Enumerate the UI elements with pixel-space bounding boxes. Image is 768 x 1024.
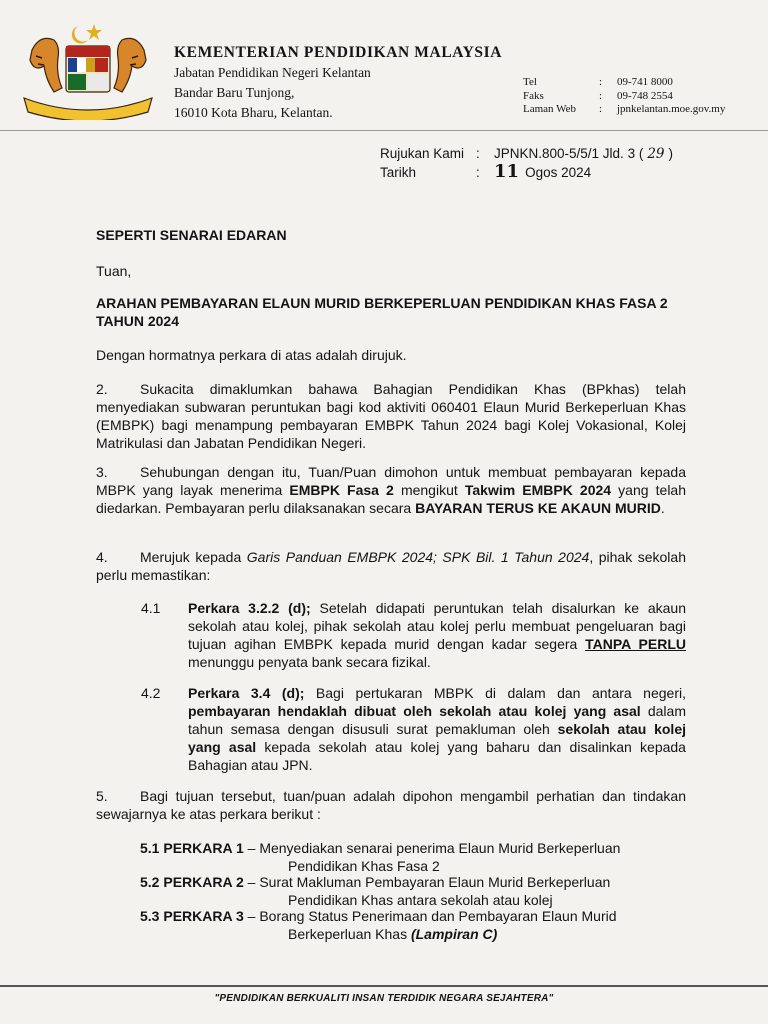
perkara-text: – Surat Makluman Pembayaran Elaun Murid Berkeperluan — [243, 874, 611, 890]
coat-of-arms-icon — [14, 20, 162, 120]
contact-row-fax — [523, 90, 725, 104]
contact-label: Laman Web — [523, 103, 576, 115]
paragraph-4 — [96, 548, 686, 584]
footer-motto: "PENDIDIKAN BERKUALITI INSAN TERDIDIK NEGARA SEJAHTERA" — [214, 993, 554, 1004]
paragraph-number: 4. — [96, 549, 108, 565]
reference-value: JPNKN.800-5/5/1 Jld. 3 ( — [494, 146, 644, 161]
paragraph-text: Merujuk kepada — [140, 549, 247, 565]
perkara-text: – Menyediakan senarai penerima Elaun Murid Berkeperluan — [243, 840, 621, 856]
paragraph-emphasis: EMBPK Fasa 2 — [289, 482, 394, 498]
perkara-label: 5.3 PERKARA 3 — [140, 908, 244, 924]
reference-colon: : — [476, 146, 480, 161]
address-line-1: Bandar Baru Tunjong, — [174, 85, 295, 100]
paragraph-text: Bagi tujuan tersebut, tuan/puan adalah dipohon mengambil perhatian dan tindakan sewajarnya ke atas perkara berikut : — [96, 788, 686, 822]
perkara-text-cont: Berkeperluan Khas — [288, 926, 411, 942]
subparagraph-heading: Perkara 3.2.2 (d); — [188, 600, 311, 616]
perkara-item-3 — [140, 907, 617, 943]
perkara-item-1 — [140, 839, 620, 875]
paragraph-text: yang telah diedarkan. Pembayaran perlu dilaksanakan secara — [96, 482, 686, 516]
perkara-attachment-note: (Lampiran C) — [410, 926, 498, 942]
contact-value: 09-748 2554 — [617, 89, 673, 102]
subparagraph-text — [188, 599, 686, 671]
subparagraph-body: Setelah didapati peruntukan telah disalurkan ke akaun sekolah atau kolej, pihak sekolah atau kolej perlu membuat pengeluaran bagi tujuan agihan EMBPK kepada murid dengan kadar segera — [188, 600, 686, 652]
contact-row-web — [523, 103, 725, 117]
paragraph-number: 3. — [96, 464, 108, 480]
subject-heading: ARAHAN PEMBAYARAN ELAUN MURID BERKEPERLUAN PENDIDIKAN KHAS FASA 2 TAHUN 2024 — [96, 295, 668, 329]
reference-row — [380, 145, 673, 163]
perkara-text-cont: Pendidikan Khas antara sekolah atau kolej — [288, 892, 553, 908]
reference-label: Rujukan Kami — [380, 146, 465, 161]
paragraph-5 — [96, 787, 686, 823]
contact-value: 09-741 8000 — [617, 76, 673, 88]
footer-divider — [0, 985, 768, 987]
salutation: Tuan, — [96, 263, 132, 279]
subparagraph-number: 4.2 — [141, 685, 161, 701]
date-row — [380, 163, 673, 182]
date-label: Tarikh — [380, 165, 417, 180]
date-handwritten-day: 11 — [494, 161, 520, 182]
ministry-name: KEMENTERIAN PENDIDIKAN MALAYSIA — [174, 44, 503, 61]
address-line-2: 16010 Kota Bharu, Kelantan. — [174, 105, 333, 120]
subparagraph-emphasis: sekolah atau kolej yang asal — [188, 721, 686, 755]
paragraph-text: mengikut — [393, 482, 465, 498]
paragraph-2 — [96, 380, 686, 452]
paragraph-text: Sukacita dimaklumkan bahawa Bahagian Pendidikan Khas (BPkhas) telah menyediakan subwaran peruntukan bagi kod aktiviti 060401 Elaun Murid Berkeperluan Khas (EMBPK) bagi menampung pembayaran EMBPK Tahun 2024 bagi Kolej Vokasional, Kolej Matrikulasi dan Jabatan Pendidikan Negeri. — [96, 381, 686, 451]
subparagraph-body: dalam tahun semasa dengan disusuli surat pemakluman oleh — [188, 703, 686, 737]
contact-block — [523, 76, 725, 117]
contact-colon: : — [599, 103, 603, 115]
perkara-text-cont: Pendidikan Khas Fasa 2 — [288, 858, 440, 874]
contact-label: Tel — [523, 76, 537, 88]
contact-colon: : — [599, 76, 603, 88]
subparagraph-emphasis: pembayaran hendaklah dibuat oleh sekolah atau kolej yang asal — [188, 703, 641, 719]
department-name: Jabatan Pendidikan Negeri Kelantan — [174, 65, 371, 80]
perkara-item-2 — [140, 873, 610, 909]
subparagraph-body: Bagi pertukaran MBPK di dalam dan antara negeri, — [304, 685, 686, 701]
subparagraph-body: kepada sekolah atau kolej yang baharu dan disalinkan kepada Bahagian atau JPN. — [188, 739, 686, 773]
paragraph-1: Dengan hormatnya perkara di atas adalah dirujuk. — [96, 347, 407, 363]
date-colon: : — [476, 165, 480, 180]
letterhead — [174, 44, 502, 122]
recipient-line: SEPERTI SENARAI EDARAN — [96, 227, 287, 243]
subparagraph-text — [188, 684, 686, 774]
reference-block — [380, 145, 673, 182]
paragraph-number: 5. — [96, 788, 108, 804]
contact-value: jpnkelantan.moe.gov.my — [617, 103, 726, 115]
reference-close: ) — [668, 146, 674, 161]
subparagraph-number: 4.1 — [141, 600, 161, 616]
contact-colon: : — [599, 89, 603, 102]
paragraph-3 — [96, 463, 686, 517]
subparagraph-heading: Perkara 3.4 (d); — [188, 685, 305, 701]
paragraph-text: Sehubungan dengan itu, Tuan/Puan dimohon untuk membuat pembayaran kepada MBPK yang layak menerima — [96, 464, 686, 498]
perkara-label: 5.2 PERKARA 2 — [140, 874, 244, 890]
reference-handwritten-number: 29 — [647, 146, 665, 162]
subparagraph-emphasis: TANPA PERLU — [585, 636, 686, 652]
header-divider — [0, 130, 768, 131]
paragraph-text: , pihak sekolah perlu memastikan: — [96, 549, 686, 583]
paragraph-emphasis: Takwim EMBPK 2024 — [464, 482, 612, 498]
date-value: Ogos 2024 — [525, 165, 592, 180]
paragraph-text: . — [660, 500, 665, 516]
contact-label: Faks — [523, 89, 544, 102]
paragraph-citation: Garis Panduan EMBPK 2024; SPK Bil. 1 Tahun 2024 — [246, 549, 590, 565]
subparagraph-body: menunggu penyata bank secara fizikal. — [188, 654, 431, 670]
perkara-text: – Borang Status Penerimaan dan Pembayaran Elaun Murid — [243, 908, 617, 924]
subparagraph-4-2 — [141, 684, 686, 774]
paragraph-emphasis: BAYARAN TERUS KE AKAUN MURID — [415, 500, 661, 516]
perkara-label: 5.1 PERKARA 1 — [140, 840, 244, 856]
paragraph-number: 2. — [96, 381, 108, 397]
contact-row-tel — [523, 76, 725, 90]
subparagraph-4-1 — [141, 599, 686, 671]
